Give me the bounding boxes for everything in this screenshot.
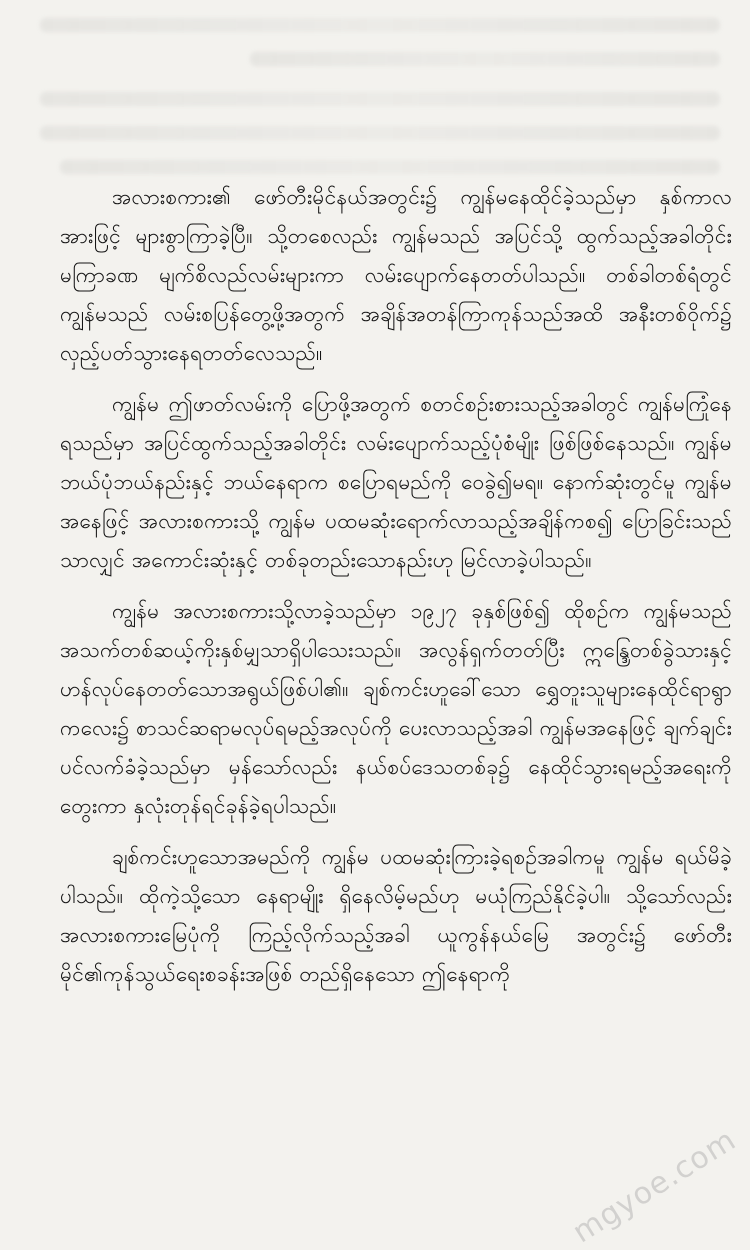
paragraph-1: အလားစကား၏ ဖော်တီးမိုင်နယ်အတွင်း၌ ကျွန်မနေထိုင်ခဲ့သည်မှာ နှစ်ကာလအားဖြင့် များစွာကြာခဲ့ပြီ။ သို့တစေလည်း ကျွန်မသည် အပြင်သို့ ထွက်သည့်အခါတိုင်း မကြာခဏ မျက်စိလည်လမ်းများကာ လမ်းပျောက်နေတတ်ပါသည်။ တစ်ခါတစ်ရံတွင် ကျွန်မသည် လမ်းစပြန်တွေ့ဖို့အတွက် အချိန်အတန်ကြာကုန်သည်အထိ အနီးတစ်ဝိုက်၌ လှည့်ပတ်သွားနေရတတ်လေသည်။ [60, 185, 732, 365]
paragraph-3: ကျွန်မ အလားစကားသို့လာခဲ့သည်မှာ ၁၉၂၇ ခုနှစ်ဖြစ်၍ ထိုစဉ်က ကျွန်မသည် အသက်တစ်ဆယ့်ကိုးနှစ်မျှသာရှိပါသေးသည်။ အလွန်ရှက်တတ်ပြီး ဣန္ဒြေတစ်ခွဲသားနှင့် ဟန်လုပ်နေတတ်သောအရွယ်ဖြစ်ပါ၏။ ချစ်ကင်းဟူခေါ်သော ရွှေတူးသူများနေထိုင်ရာရွာကလေး၌ စာသင်ဆရာမလုပ်ရမည့်အလုပ်ကို ပေးလာသည့်အခါ ကျွန်မအနေဖြင့် ချက်ချင်းပင်လက်ခံခဲ့သည်မှာ မှန်သော်လည်း နယ်စပ်ဒေသတစ်ခု၌ နေထိုင်သွားရမည့်အရေးကို တွေးကာ နှလုံးတုန်ရင်ခုန်ခဲ့ရပါသည်။ [60, 599, 732, 818]
bleed-through-line [250, 52, 720, 66]
bleed-through-line [60, 160, 720, 174]
paragraph-2: ကျွန်မ ဤဖာတ်လမ်းကို ပြောဖို့အတွက် စတင်စဉ်းစားသည့်အခါတွင် ကျွန်မကြုံနေရသည်မှာ အပြင်ထွက်သည့်အခါတိုင်း လမ်းပျောက်သည့်ပုံစံမျိုး ဖြစ်ဖြစ်နေသည်။ ကျွန်မ ဘယ်ပုံဘယ်နည်းနှင့် ဘယ်နေရာက စပြောရမည်ကို ဝေခွဲ၍မရ။ နောက်ဆုံးတွင်မူ ကျွန်မအနေဖြင့် အလားစကားသို့ ကျွန်မ ပထမဆုံးရောက်လာသည့်အချိန်ကစ၍ ပြောခြင်းသည်သာလျှင် အကောင်းဆုံးနှင့် တစ်ခုတည်းသောနည်းဟု မြင်လာခဲ့ပါသည်။ [60, 392, 732, 572]
bleed-through-line [40, 126, 720, 140]
bleed-through-line [40, 18, 720, 32]
watermark: mgyoe.com [566, 1122, 742, 1250]
body-text [60, 178, 732, 994]
bleed-through-line [40, 92, 720, 106]
paragraph-4: ချစ်ကင်းဟူသောအမည်ကို ကျွန်မ ပထမဆုံးကြားခဲ့ရစဉ်အခါကမူ ကျွန်မ ရယ်မိခဲ့ပါသည်။ ထိုကဲ့သို့သော နေရာမျိုး ရှိနေလိမ့်မည်ဟု မယုံကြည်နိုင်ခဲ့ပါ။ သို့သော်လည်း အလားစကားမြေပုံကို ကြည့်လိုက်သည့်အခါ ယူကွန်နယ်မြေ အတွင်း၌ ဖော်တီးမိုင်၏ကုန်သွယ်ရေးစခန်းအဖြစ် တည်ရှိနေသော ဤနေရာကို [60, 845, 732, 986]
